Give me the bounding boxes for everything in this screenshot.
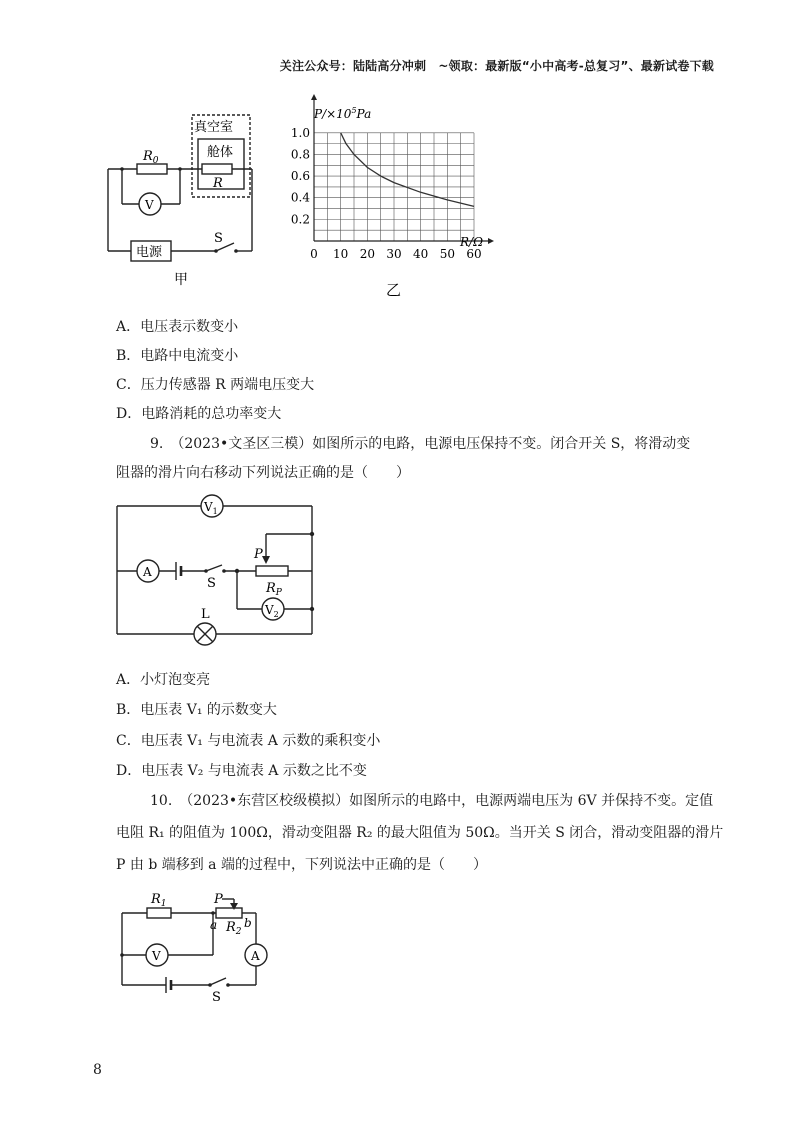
x-tick-label: 20	[359, 247, 375, 261]
q9-option-c: C．电压表 V₁ 与电流表 A 示数的乘积变小	[116, 733, 381, 749]
figure-yi-chart	[290, 95, 530, 305]
q8-option-a: A．电压表示数变小	[116, 319, 239, 335]
switch-label: S	[212, 990, 221, 1005]
voltmeter-label: V	[145, 198, 154, 212]
x-tick-label: 40	[413, 247, 429, 261]
q9-option-b: B．电压表 V₁ 的示数变大	[116, 702, 277, 718]
r-label: R	[213, 176, 223, 191]
end-a-label: a	[210, 918, 218, 932]
x-tick-label: 50	[439, 247, 455, 261]
q10-stem-line2: 电阻 R₁ 的阻值为 100Ω，滑动变阻器 R₂ 的最大阻值为 50Ω。当开关 S 闭合，滑动变阻器的滑片	[116, 825, 724, 841]
voltmeter-label: V	[152, 949, 161, 963]
y-tick-label: 1.0	[290, 125, 310, 140]
y-axis-label: $P/\times 10^5Pa$	[314, 106, 372, 121]
page-header: 关注公众号：陆陆高分冲刺 ~领取：最新版“小中高考-总复习”、最新试卷下载	[279, 59, 714, 73]
x-axis-arrow	[488, 238, 494, 244]
y-tick-label: 0.4	[290, 190, 310, 205]
ammeter-label: A	[143, 565, 152, 579]
x-tick-label: 60	[466, 247, 482, 261]
q10-circuit	[110, 885, 280, 1005]
q9-stem-line2: 阻器的滑片向右移动下列说法正确的是（ ）	[116, 465, 410, 481]
r2-label: $R_2$	[226, 920, 242, 937]
lamp-label: L	[201, 607, 210, 622]
switch-label: S	[207, 576, 216, 591]
x-axis-label: R/Ω	[460, 235, 484, 249]
q8-option-c: C．压力传感器 R 两端电压变大	[116, 377, 315, 393]
x-tick-label: 0	[310, 247, 318, 261]
figure-jia-circuit	[100, 105, 270, 290]
rp-label: $R_P$	[266, 581, 282, 598]
page-number: 8	[93, 1062, 102, 1078]
vacuum-chamber-label: 真空室	[194, 120, 234, 135]
ammeter-label: A	[251, 949, 260, 963]
y-tick-label: 0.6	[290, 169, 310, 184]
q9-circuit	[110, 490, 325, 645]
q9-stem-line1: 9. （2023•文圣区三模）如图所示的电路，电源电压保持不变。闭合开关 S，将滑动变	[150, 436, 691, 452]
r0-label: $R_0$	[143, 149, 159, 166]
slider-label: P	[254, 547, 263, 562]
x-tick-label: 30	[386, 247, 402, 261]
q9-option-d: D．电压表 V₂ 与电流表 A 示数之比不变	[116, 763, 367, 779]
v2-label: $V_2$	[265, 603, 279, 619]
cabin-label: 舱体	[207, 145, 234, 160]
switch-label: S	[214, 231, 223, 246]
q8-option-d: D．电路消耗的总功率变大	[116, 406, 282, 422]
q9-option-a: A．小灯泡变亮	[116, 672, 211, 688]
r1-label: $R_1$	[151, 892, 167, 909]
v1-label: $V_1$	[204, 500, 218, 516]
q10-stem-line3: P 由 b 端移到 a 端的过程中，下列说法中正确的是（ ）	[116, 857, 487, 873]
power-source-label: 电源	[136, 245, 163, 260]
end-b-label: b	[244, 916, 252, 930]
y-tick-label: 0.8	[290, 147, 310, 162]
figure-jia-caption: 甲	[174, 272, 188, 288]
y-tick-label: 0.2	[290, 212, 310, 227]
y-axis-arrow	[311, 94, 317, 100]
figure-yi-caption: 乙	[386, 281, 402, 299]
q10-stem-line1: 10. （2023•东营区校级模拟）如图所示的电路中，电源两端电压为 6V 并保持不变。定值	[150, 793, 714, 809]
x-tick-label: 10	[333, 247, 349, 261]
slider-label: P	[214, 892, 223, 907]
q8-option-b: B．电路中电流变小	[116, 348, 239, 364]
